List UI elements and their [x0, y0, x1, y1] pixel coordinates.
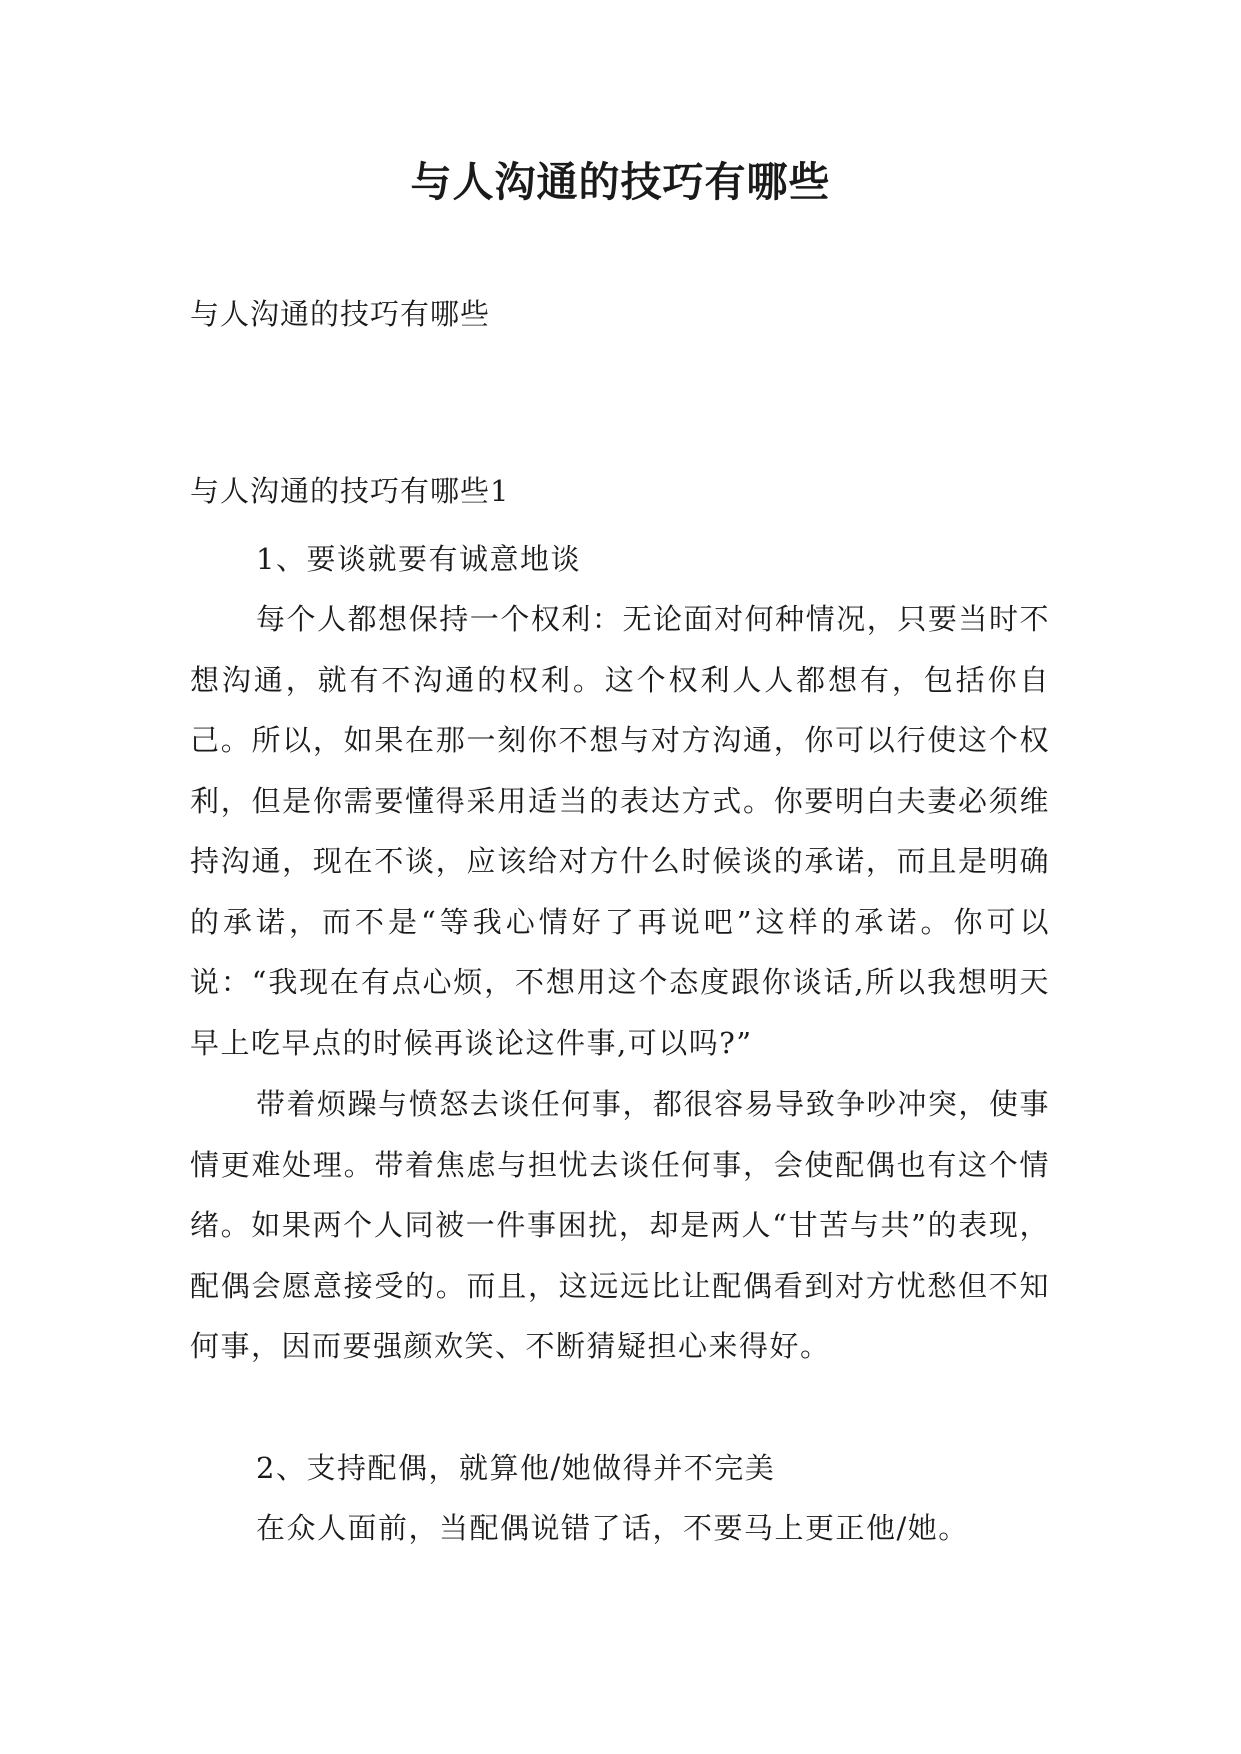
section-heading: 与人沟通的技巧有哪些1	[190, 474, 510, 508]
point-heading-2: 2、支持配偶，就算他/她做得并不完美	[256, 1451, 776, 1485]
document-subtitle: 与人沟通的技巧有哪些	[190, 297, 491, 331]
paragraph-2: 带着烦躁与愤怒去谈任何事，都很容易导致争吵冲突，使事情更难处理。带着焦虑与担忧去谈任何事，会使配偶也有这个情绪。如果两个人同被一件事困扰，却是两人“甘苦与共”的表现，配偶会愿意接受的。而且，这远远比让配偶看到对方忧愁但不知何事，因而要强颜欢笑、不断猜疑担心来得好。	[190, 1087, 1050, 1363]
paragraph-3: 在众人面前，当配偶说错了话，不要马上更正他/她。	[256, 1511, 969, 1545]
point-heading-1: 1、要谈就要有诚意地谈	[256, 542, 581, 576]
document-title: 与人沟通的技巧有哪些	[410, 158, 831, 206]
paragraph-1: 每个人都想保持一个权利：无论面对何种情况，只要当时不想沟通，就有不沟通的权利。这个权利人人都想有，包括你自己。所以，如果在那一刻你不想与对方沟通，你可以行使这个权利，但是你需要懂得采用适当的表达方式。你要明白夫妻必须维持沟通，现在不谈，应该给对方什么时候谈的承诺，而且是明确的承诺，而不是“等我心情好了再说吧”这样的承诺。你可以说：“我现在有点心烦，不想用这个态度跟你谈话,所以我想明天早上吃早点的时候再谈论这件事,可以吗?”	[190, 602, 1050, 1060]
